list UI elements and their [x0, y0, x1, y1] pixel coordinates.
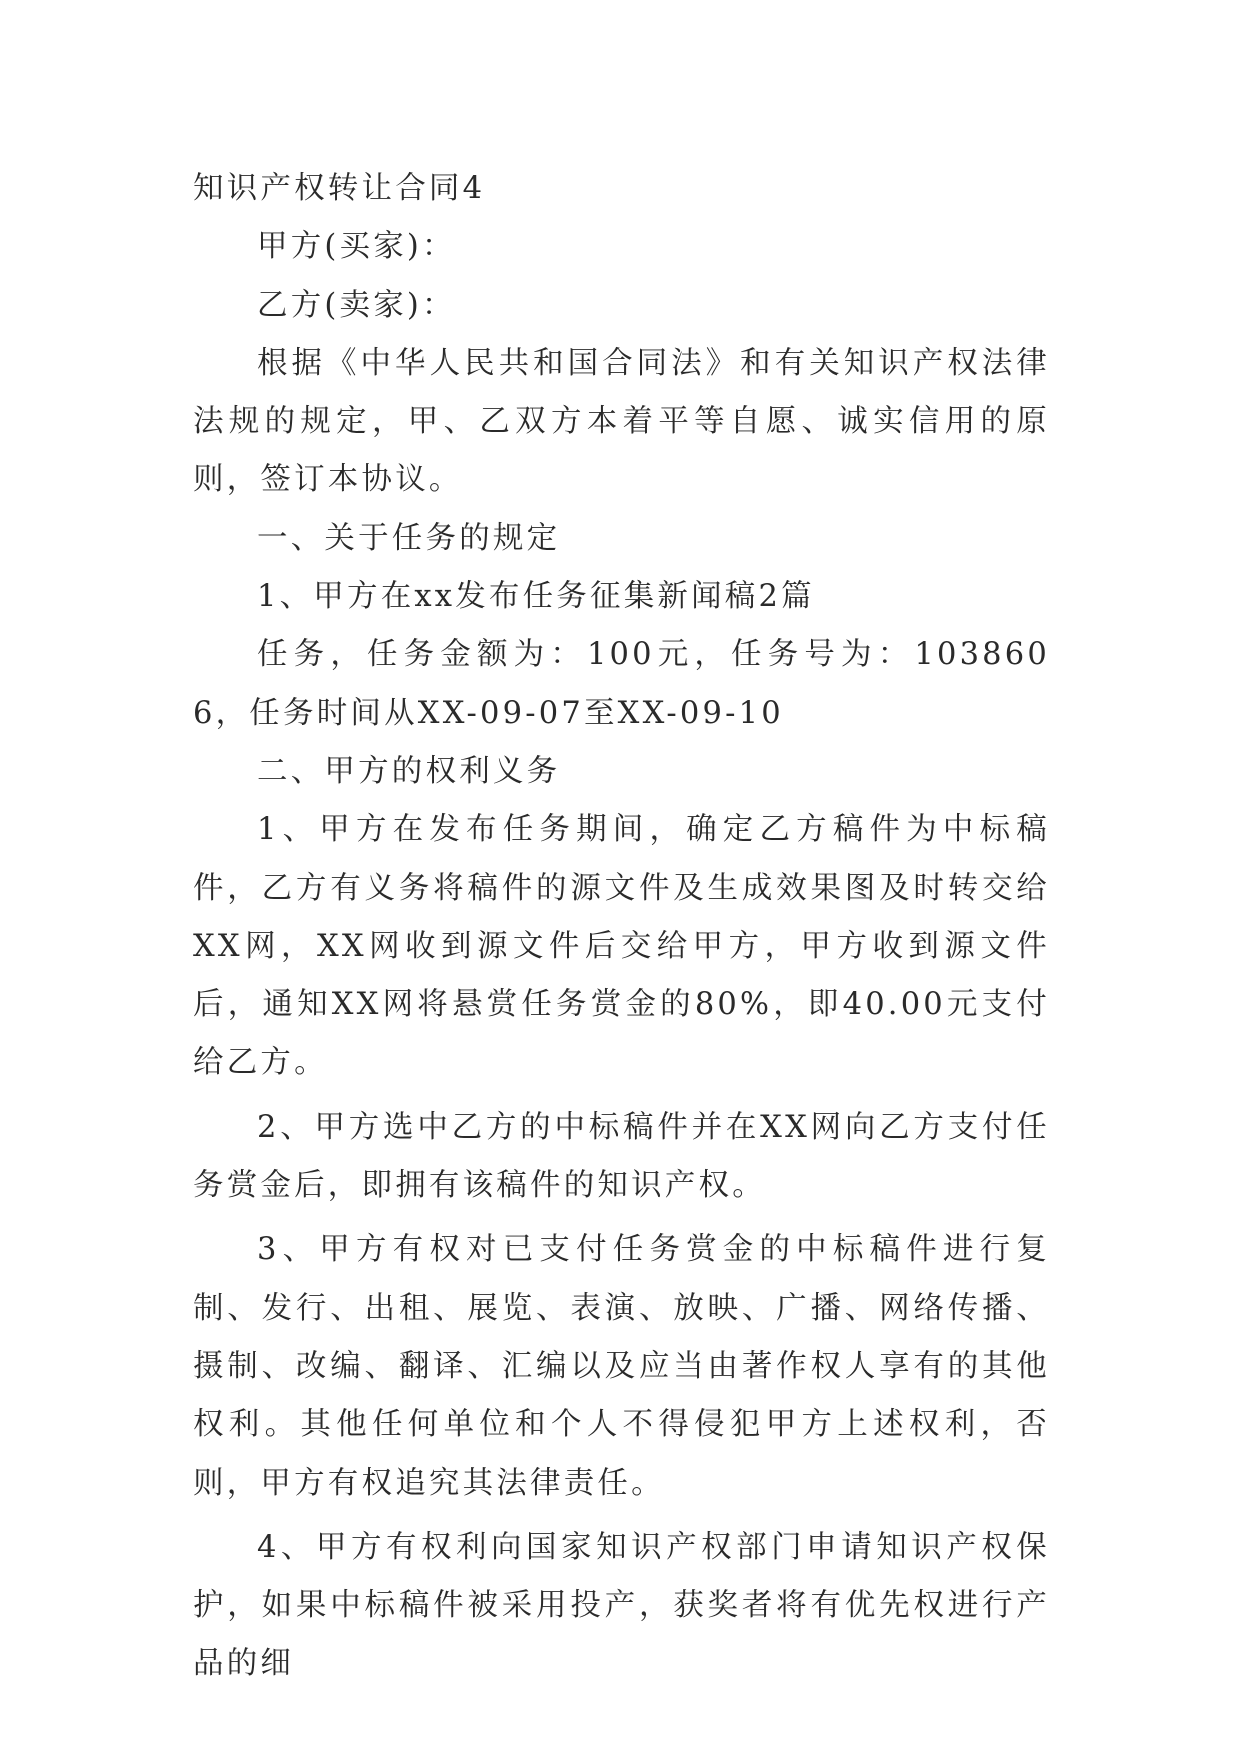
party-a-line: 甲方(买家)： — [257, 229, 456, 265]
section-heading-task: 一、关于任务的规定 — [257, 520, 561, 556]
party-b-line: 乙方(卖家)： — [257, 287, 456, 323]
document-body — [193, 160, 1050, 1694]
section-heading-party-a-rights: 二、甲方的权利义务 — [257, 753, 561, 789]
rights-clause-1: 1、甲方在发布任务期间，确定乙方稿件为中标稿件，乙方有义务将稿件的源文件及生成效果图及时转交给XX网，XX网收到源文件后交给甲方，甲方收到源文件后，通知XX网将悬赏任务赏金的80%，即40.00元支付给乙方。 — [193, 812, 1050, 1081]
document-title: 知识产权转让合同4 — [193, 171, 486, 206]
task-details-paragraph: 任务，任务金额为：100元，任务号为：1038606，任务时间从XX-09-07至XX-09-10 — [193, 637, 1050, 731]
rights-clause-2: 2、甲方选中乙方的中标稿件并在XX网向乙方支付任务赏金后，即拥有该稿件的知识产权。 — [193, 1109, 1050, 1204]
rights-clause-4: 4、甲方有权利向国家知识产权部门申请知识产权保护，如果中标稿件被采用投产，获奖者将有优先权进行产品的细 — [193, 1529, 1050, 1682]
task-clause-1: 1、甲方在xx发布任务征集新闻稿2篇 — [257, 579, 815, 615]
preamble-paragraph: 根据《中华人民共和国合同法》和有关知识产权法律法规的规定，甲、乙双方本着平等自愿、诚实信用的原则，签订本协议。 — [193, 345, 1050, 498]
rights-clause-3: 3、甲方有权对已支付任务赏金的中标稿件进行复制、发行、出租、展览、表演、放映、广播、网络传播、摄制、改编、翻译、汇编以及应当由著作权人享有的其他权利。其他任何单位和个人不得侵犯甲方上述权利，否则，甲方有权追究其法律责任。 — [193, 1232, 1050, 1501]
